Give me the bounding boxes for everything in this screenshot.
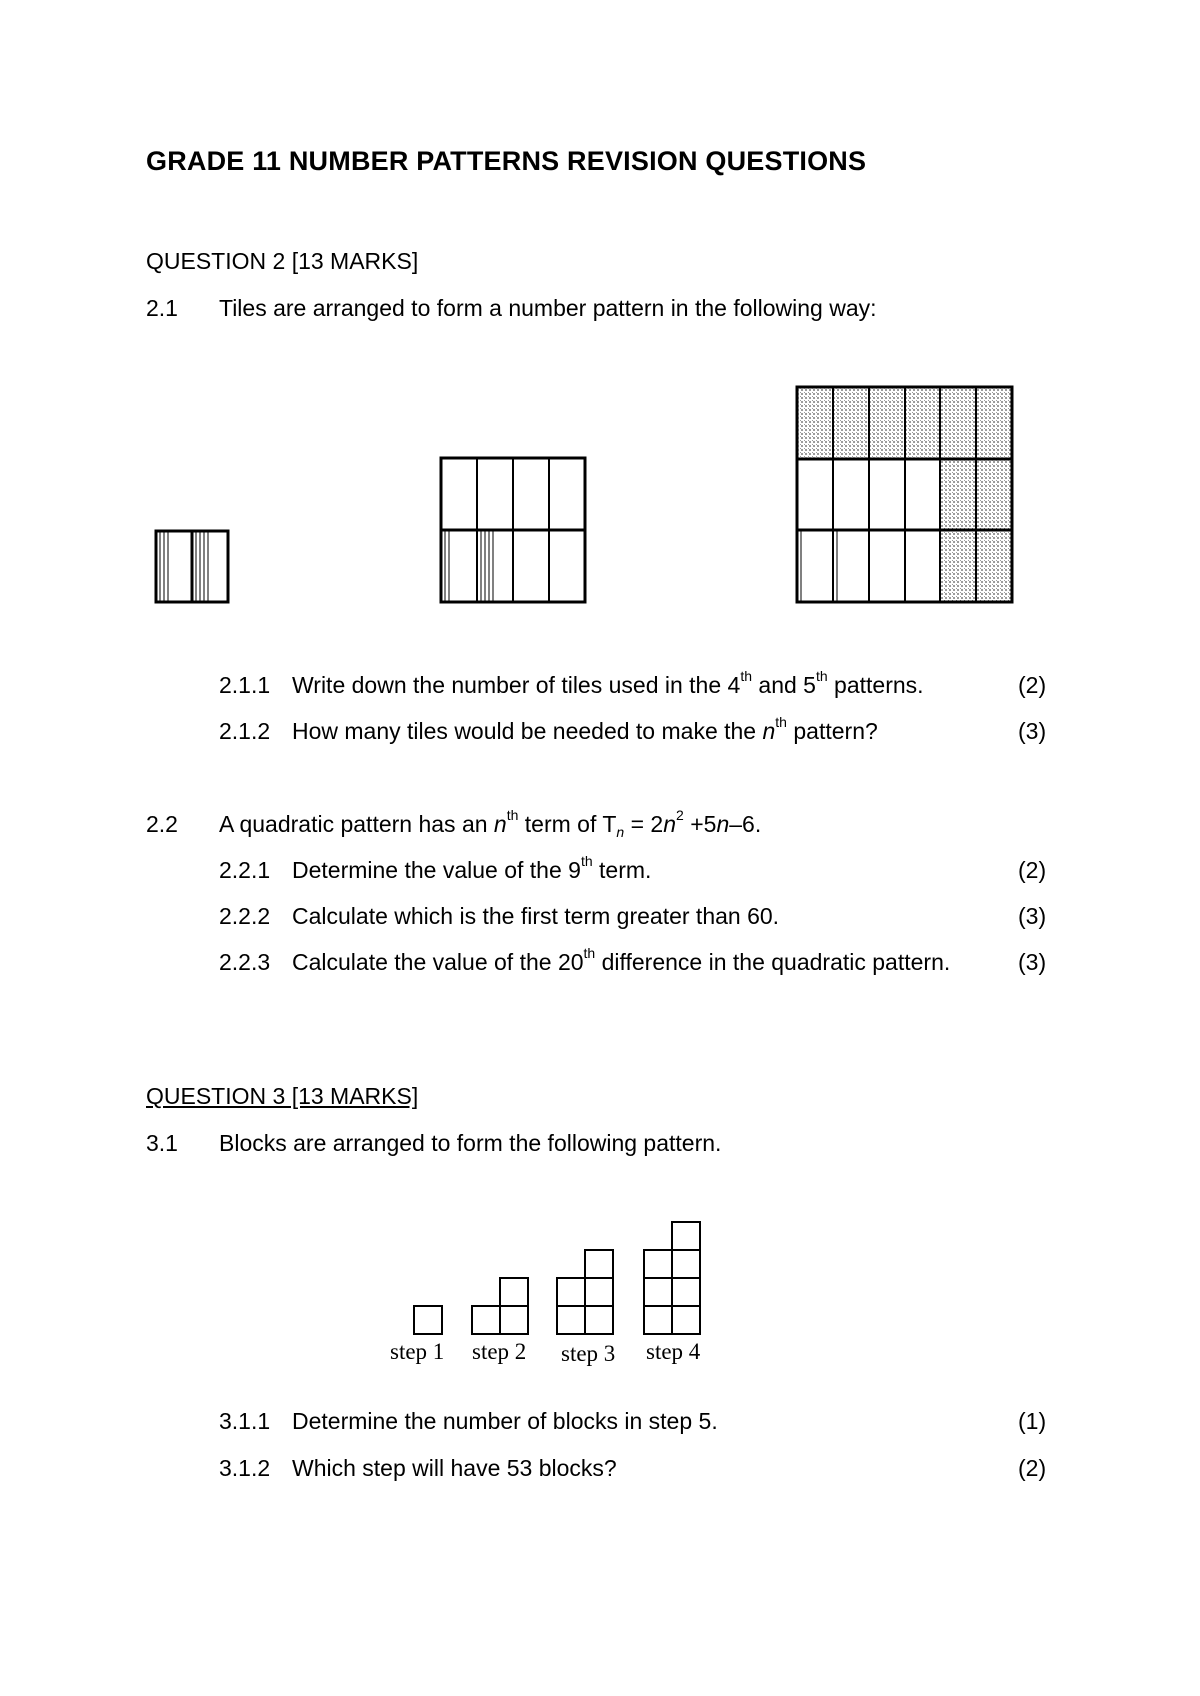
marks: (2) xyxy=(1018,672,1047,698)
question-number: 2.2.1 xyxy=(219,857,271,883)
marks: (2) xyxy=(1018,1455,1047,1481)
question-text: Calculate which is the first term greater than 60. xyxy=(292,903,780,929)
step-4-label: step 4 xyxy=(646,1339,701,1364)
marks: (3) xyxy=(1018,903,1047,929)
question-number: 3.1.1 xyxy=(219,1408,271,1434)
step-2-label: step 2 xyxy=(472,1339,527,1364)
question-text: Which step will have 53 blocks? xyxy=(292,1455,617,1481)
question-number: 2.1 xyxy=(146,295,178,321)
question-text: Write down the number of tiles used in the 4th and 5th patterns. xyxy=(292,668,924,698)
question-3-1-1 xyxy=(0,1408,1200,1440)
question-number: 2.2 xyxy=(146,811,178,837)
marks: (2) xyxy=(1018,857,1047,883)
question-number: 2.1.1 xyxy=(219,672,271,698)
step-3-blocks xyxy=(557,1250,613,1334)
question-text: Determine the number of blocks in step 5. xyxy=(292,1408,718,1434)
question-2-heading: QUESTION 2 [13 MARKS] xyxy=(146,248,419,274)
marks: (3) xyxy=(1018,718,1047,744)
step-2-blocks xyxy=(472,1278,528,1334)
question-text: How many tiles would be needed to make the $n^{th}$ pattern? xyxy=(292,714,878,744)
question-3-1-2 xyxy=(0,1455,1200,1487)
question-text: Determine the value of the 9th term. xyxy=(292,853,652,883)
question-text: Tiles are arranged to form a number pattern in the following way: xyxy=(219,295,877,321)
question-number: 2.2.2 xyxy=(219,903,271,929)
question-text: Calculate the value of the 20th difference in the quadratic pattern. xyxy=(292,945,951,975)
step-4-blocks xyxy=(644,1222,700,1334)
question-number: 3.1 xyxy=(146,1130,178,1156)
question-text: Blocks are arranged to form the following pattern. xyxy=(219,1130,722,1156)
question-number: 2.2.3 xyxy=(219,949,271,975)
question-number: 3.1.2 xyxy=(219,1455,271,1481)
step-1-label: step 1 xyxy=(390,1339,445,1364)
question-3-heading: QUESTION 3 [13 MARKS] xyxy=(146,1083,419,1109)
page-title: GRADE 11 NUMBER PATTERNS REVISION QUESTIONS xyxy=(146,146,867,176)
step-3-label: step 3 xyxy=(561,1341,616,1366)
question-number: 2.1.2 xyxy=(219,718,271,744)
step-1-blocks xyxy=(414,1306,442,1334)
marks: (1) xyxy=(1018,1408,1047,1434)
marks: (3) xyxy=(1018,949,1047,975)
question-text: A quadratic pattern has an $n^{th}$ term of $T_n = 2n^2 +5n-6$. xyxy=(219,807,762,840)
